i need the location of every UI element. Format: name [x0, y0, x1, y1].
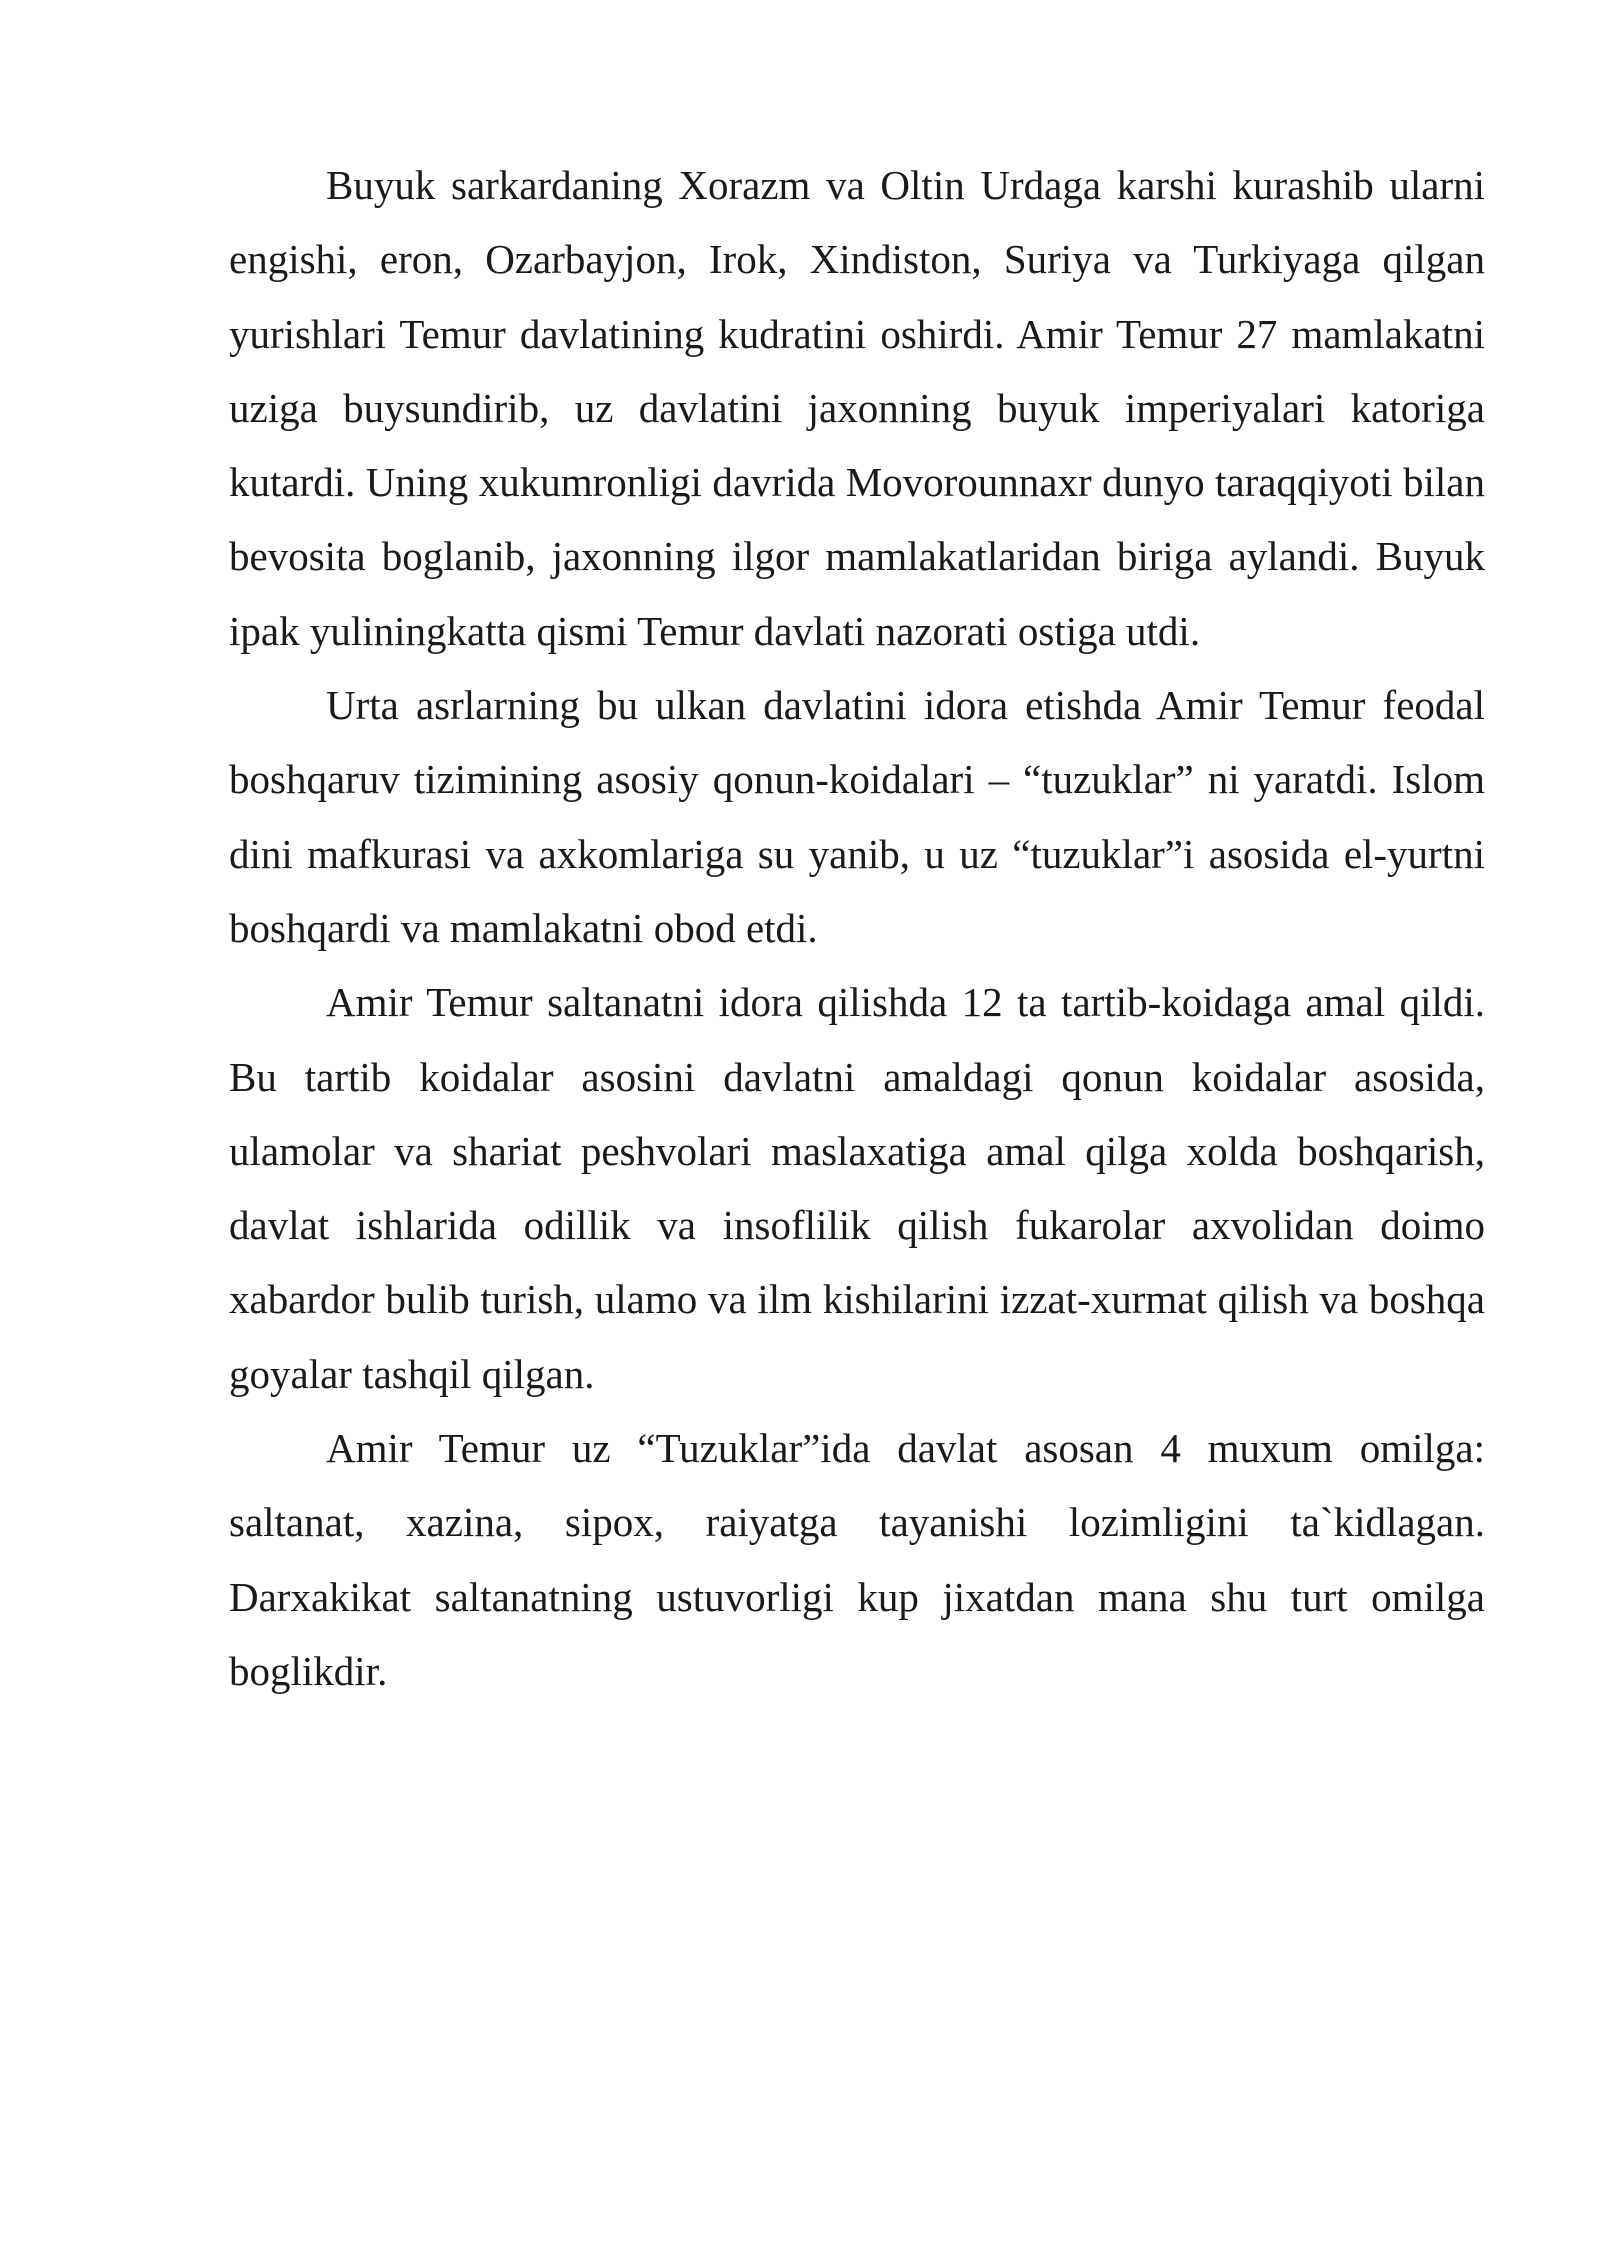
document-body	[229, 148, 1485, 1708]
paragraph-3: Amir Temur saltanatni idora qilishda 12 ta tartib-koidaga amal qildi. Bu tartib koidalar asosini davlatni amaldagi qonun koidalar asosida, ulamolar va shariat peshvolari maslaxatiga amal qilga xolda boshqarish, davlat ishlarida odillik va insoflilik qilish fukarolar axvolidan doimo xabardor bulib turish, ulamo va ilm kishilarini izzat-xurmat qilish va boshqa goyalar tashqil qilgan.	[229, 979, 1485, 1397]
paragraph-2: Urta asrlarning bu ulkan davlatini idora etishda Amir Temur feodal boshqaruv tizimining asosiy qonun-koidalari – “tuzuklar” ni yaratdi. Islom dini mafkurasi va axkomlariga su yanib, u uz “tuzuklar”i asosida el-yurtni boshqardi va mamlakatni obod etdi.	[229, 682, 1485, 951]
paragraph-4: Amir Temur uz “Tuzuklar”ida davlat asosan 4 muxum omilga: saltanat, xazina, sipox, raiyatga tayanishi lozimligini ta`kidlagan. Darxakikat saltanatning ustuvorligi kup jixatdan mana shu turt omilga boglikdir.	[229, 1425, 1485, 1694]
paragraph-1: Buyuk sarkardaning Xorazm va Oltin Urdaga karshi kurashib ularni engishi, eron, Ozarbayjon, Irok, Xindiston, Suriya va Turkiyaga qilgan yurishlari Temur davlatining kudratini oshirdi. Amir Temur 27 mamlakatni uziga buysundirib, uz davlatini jaxonning buyuk imperiyalari katoriga kutardi. Uning xukumronligi davrida Movorounnaxr dunyo taraqqiyoti bilan bevosita boglanib, jaxonning ilgor mamlakatlaridan biriga aylandi. Buyuk ipak yuliningkatta qismi Temur davlati nazorati ostiga utdi.	[229, 162, 1485, 654]
